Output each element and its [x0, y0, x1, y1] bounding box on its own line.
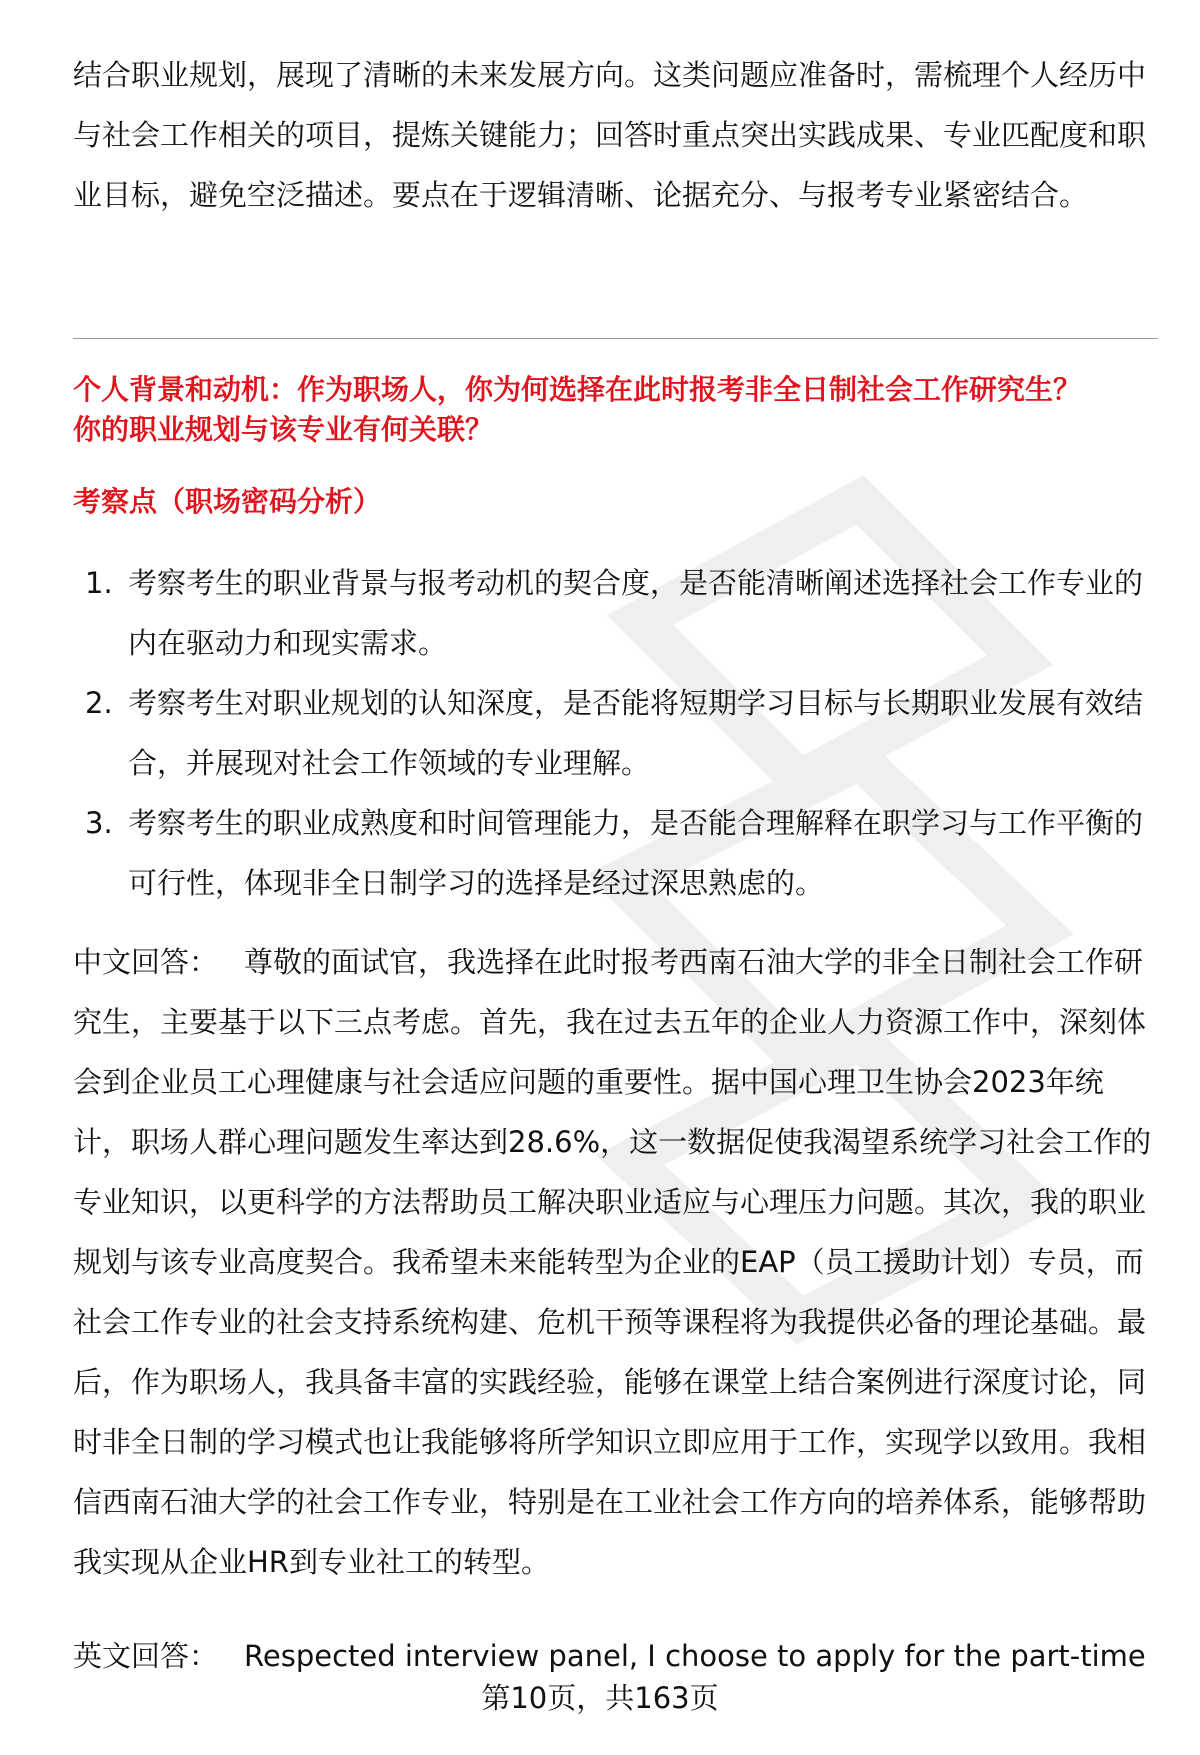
list-item-text: 考察考生对职业规划的认知深度，是否能将短期学习目标与长期职业发展有效结合，并展现对社会工作领域的专业理解。 [128, 686, 1144, 780]
page-indicator: 第10页，共163页 [481, 1681, 719, 1715]
list-item-number: 2. [85, 686, 113, 720]
section-divider [73, 338, 1158, 339]
list-item [73, 793, 1158, 913]
english-answer-text: Respected interview panel, I choose to apply for the part-time [244, 1639, 1146, 1673]
chinese-answer-label: 中文回答： [73, 945, 219, 979]
list-item-text: 考察考生的职业成熟度和时间管理能力，是否能合理解释在职学习与工作平衡的可行性，体现非全日制学习的选择是经过深思熟虑的。 [128, 806, 1144, 900]
list-item-text: 考察考生的职业背景与报考动机的契合度，是否能清晰阐述选择社会工作专业的内在驱动力和现实需求。 [128, 566, 1144, 660]
question-title-line2: 你的职业规划与该专业有何关联？ [73, 413, 494, 446]
chinese-answer [73, 932, 1158, 1592]
list-item [73, 553, 1158, 673]
chinese-answer-text: 尊敬的面试官，我选择在此时报考西南石油大学的非全日制社会工作研究生，主要基于以下三点考虑。首先，我在过去五年的企业人力资源工作中，深刻体会到企业员工心理健康与社会适应问题的重要性。据中国心理卫生协会2023年统计，职场人群心理问题发生率达到28.6%，这一数据促使我渴望系统学习社会工作的专业知识，以更科学的方法帮助员工解决职业适应与心理压力问题。其次，我的职业规划与该专业高度契合。我希望未来能转型为企业的EAP（员工援助计划）专员，而社会工作专业的社会支持系统构建、危机干预等课程将为我提供必备的理论基础。最后，作为职场人，我具备丰富的实践经验，能够在课堂上结合案例进行深度讨论，同时非全日制的学习模式也让我能够将所学知识立即应用于工作，实现学以致用。我相信西南石油大学的社会工作专业，特别是在工业社会工作方向的培养体系，能够帮助我实现从企业HR到专业社工的转型。 [73, 945, 1152, 1579]
list-item [73, 673, 1158, 793]
english-answer-label: 英文回答： [73, 1639, 219, 1673]
list-item-number: 3. [85, 806, 113, 840]
focus-heading: 考察点（职场密码分析） [73, 485, 382, 518]
focus-points-list [73, 553, 1158, 913]
list-item-number: 1. [85, 566, 113, 600]
question-title-line1: 个人背景和动机：作为职场人，你为何选择在此时报考非全日制社会工作研究生？ [73, 373, 1082, 406]
intro-paragraph: 结合职业规划，展现了清晰的未来发展方向。这类问题应准备时，需梳理个人经历中与社会工作相关的项目，提炼关键能力；回答时重点突出实践成果、专业匹配度和职业目标，避免空泛描述。要点在于逻辑清晰、论据充分、与报考专业紧密结合。 [73, 58, 1147, 212]
